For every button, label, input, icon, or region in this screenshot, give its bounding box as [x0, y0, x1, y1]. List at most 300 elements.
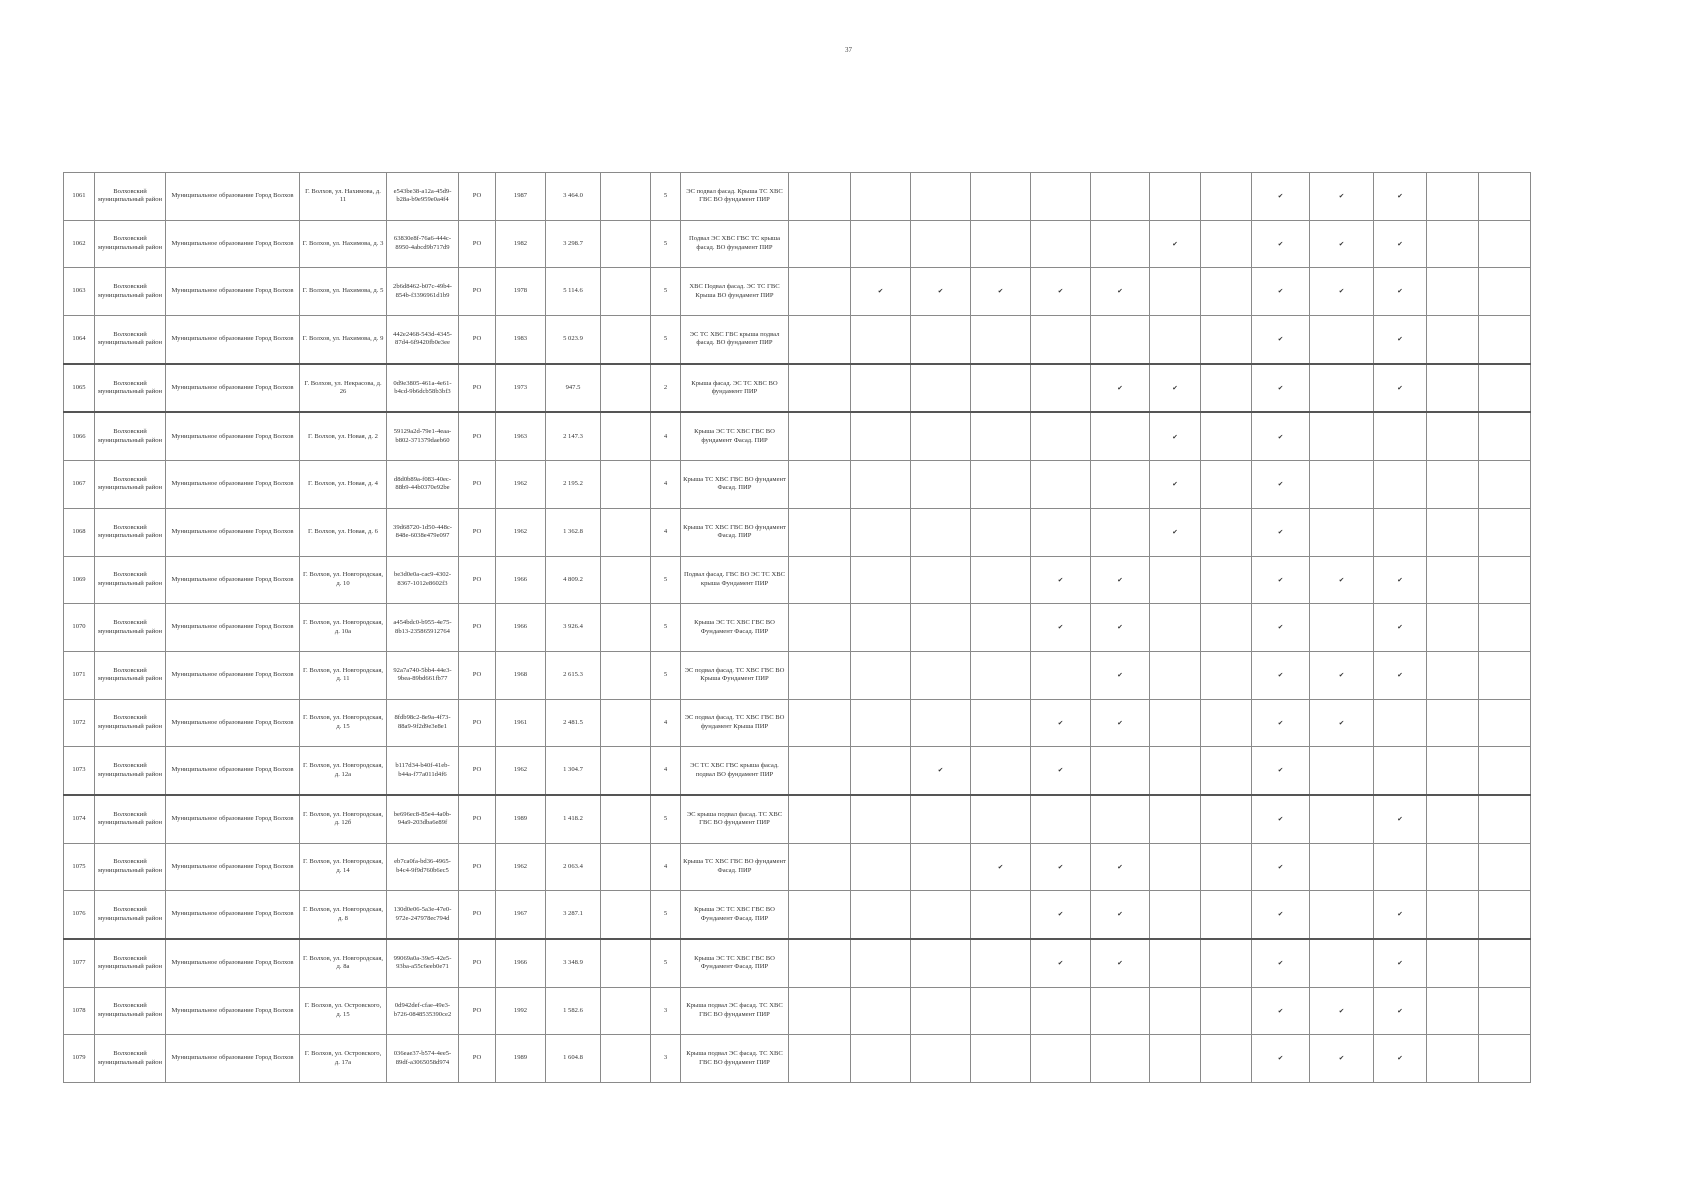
table-row: [64, 220, 1531, 268]
checkmark-icon: ✔: [1252, 747, 1310, 795]
empty-check-cell: [1310, 412, 1374, 460]
year-cell: 1973: [496, 364, 546, 413]
empty-check-cell: [1031, 508, 1091, 556]
municipality-cell: Муниципальное образование Город Волхов: [166, 939, 300, 987]
empty-check-cell: [1201, 508, 1252, 556]
district-cell: Волховский муниципальный район: [95, 1035, 166, 1083]
empty-check-cell: [911, 220, 971, 268]
table-row: [64, 173, 1531, 221]
empty-check-cell: [1479, 604, 1531, 652]
municipality-cell: Муниципальное образование Город Волхов: [166, 364, 300, 413]
empty-check-cell: [971, 699, 1031, 747]
year-cell: 1982: [496, 220, 546, 268]
empty-cell: [789, 1035, 851, 1083]
fund-type-cell: РО: [459, 173, 496, 221]
address-cell: Г. Волхов, ул. Островского, д. 15: [300, 987, 387, 1035]
empty-check-cell: [1150, 1035, 1201, 1083]
checkmark-icon: ✔: [1091, 651, 1150, 699]
empty-check-cell: [971, 795, 1031, 843]
year-cell: 1966: [496, 939, 546, 987]
district-cell: Волховский муниципальный район: [95, 939, 166, 987]
address-cell: Г. Волхов, ул. Нахимова, д. 3: [300, 220, 387, 268]
empty-cell: [789, 939, 851, 987]
empty-check-cell: [971, 651, 1031, 699]
empty-cell: [789, 651, 851, 699]
empty-cell: [789, 699, 851, 747]
checkmark-icon: ✔: [1091, 268, 1150, 316]
address-cell: Г. Волхов, ул. Новгородская, д. 12а: [300, 747, 387, 795]
empty-check-cell: [971, 1035, 1031, 1083]
address-cell: Г. Волхов, ул. Новгородская, д. 11: [300, 651, 387, 699]
empty-cell: [789, 220, 851, 268]
empty-check-cell: [1150, 939, 1201, 987]
checkmark-icon: ✔: [1091, 699, 1150, 747]
empty-check-cell: [1201, 891, 1252, 939]
empty-check-cell: [1479, 747, 1531, 795]
area-cell: 3 464.0: [546, 173, 601, 221]
empty-check-cell: [1031, 412, 1091, 460]
empty-cell: [601, 651, 651, 699]
empty-check-cell: [851, 173, 911, 221]
table-row: [64, 604, 1531, 652]
empty-check-cell: [1479, 556, 1531, 604]
empty-check-cell: [1310, 604, 1374, 652]
empty-check-cell: [971, 508, 1031, 556]
works-list-cell: ЭС ТС ХВС ГВС крыша подвал фасад. ВО фундамент ПИР: [681, 316, 789, 364]
table-row: [64, 412, 1531, 460]
address-cell: Г. Волхов, ул. Нахимова, д. 11: [300, 173, 387, 221]
floors-cell: 5: [651, 939, 681, 987]
empty-check-cell: [971, 220, 1031, 268]
empty-check-cell: [1427, 699, 1479, 747]
checkmark-icon: ✔: [1091, 843, 1150, 891]
municipality-cell: Муниципальное образование Город Волхов: [166, 173, 300, 221]
empty-check-cell: [851, 891, 911, 939]
fund-type-cell: РО: [459, 939, 496, 987]
row-number: 1064: [64, 316, 95, 364]
table-row: [64, 268, 1531, 316]
empty-check-cell: [1150, 987, 1201, 1035]
year-cell: 1992: [496, 987, 546, 1035]
empty-check-cell: [1479, 173, 1531, 221]
checkmark-icon: ✔: [1031, 268, 1091, 316]
address-cell: Г. Волхов, ул. Новгородская, д. 8а: [300, 939, 387, 987]
empty-check-cell: [851, 604, 911, 652]
house-code-cell: 63830e8f-76a6-444c-8950-4abcd9b717d9: [387, 220, 459, 268]
empty-check-cell: [971, 747, 1031, 795]
fund-type-cell: РО: [459, 987, 496, 1035]
works-list-cell: Крыша подвал ЭС фасад. ТС ХВС ГВС ВО фундамент ПИР: [681, 1035, 789, 1083]
empty-cell: [601, 699, 651, 747]
area-cell: 2 063.4: [546, 843, 601, 891]
empty-check-cell: [1150, 651, 1201, 699]
empty-check-cell: [1150, 316, 1201, 364]
municipality-cell: Муниципальное образование Город Волхов: [166, 699, 300, 747]
municipality-cell: Муниципальное образование Город Волхов: [166, 461, 300, 509]
fund-type-cell: РО: [459, 556, 496, 604]
fund-type-cell: РО: [459, 795, 496, 843]
year-cell: 1962: [496, 747, 546, 795]
fund-type-cell: РО: [459, 747, 496, 795]
empty-check-cell: [1201, 461, 1252, 509]
checkmark-icon: ✔: [1252, 173, 1310, 221]
checkmark-icon: ✔: [1252, 987, 1310, 1035]
municipality-cell: Муниципальное образование Город Волхов: [166, 268, 300, 316]
works-list-cell: Крыша ЭС ТС ХВС ГВС ВО фундамент Фасад. ПИР: [681, 412, 789, 460]
year-cell: 1966: [496, 556, 546, 604]
municipality-cell: Муниципальное образование Город Волхов: [166, 843, 300, 891]
house-code-cell: b117d34-b40f-41eb-b44a-f77a011d4f6: [387, 747, 459, 795]
empty-check-cell: [1310, 795, 1374, 843]
address-cell: Г. Волхов, ул. Новгородская, д. 10: [300, 556, 387, 604]
district-cell: Волховский муниципальный район: [95, 795, 166, 843]
empty-check-cell: [1310, 316, 1374, 364]
empty-cell: [601, 364, 651, 413]
row-number: 1062: [64, 220, 95, 268]
district-cell: Волховский муниципальный район: [95, 412, 166, 460]
fund-type-cell: РО: [459, 891, 496, 939]
row-number: 1075: [64, 843, 95, 891]
district-cell: Волховский муниципальный район: [95, 173, 166, 221]
works-list-cell: Крыша подвал ЭС фасад. ТС ХВС ГВС ВО фундамент ПИР: [681, 987, 789, 1035]
area-cell: 2 481.5: [546, 699, 601, 747]
municipality-cell: Муниципальное образование Город Волхов: [166, 795, 300, 843]
checkmark-icon: ✔: [1252, 508, 1310, 556]
empty-cell: [601, 220, 651, 268]
row-number: 1067: [64, 461, 95, 509]
empty-check-cell: [911, 556, 971, 604]
empty-cell: [601, 268, 651, 316]
row-number: 1065: [64, 364, 95, 413]
empty-check-cell: [851, 795, 911, 843]
checkmark-icon: ✔: [1252, 699, 1310, 747]
table-row: [64, 1035, 1531, 1083]
empty-check-cell: [1031, 795, 1091, 843]
empty-check-cell: [911, 1035, 971, 1083]
works-list-cell: Крыша ЭС ТС ХВС ГВС ВО Фундамент Фасад. ПИР: [681, 604, 789, 652]
municipality-cell: Муниципальное образование Город Волхов: [166, 987, 300, 1035]
address-cell: Г. Волхов, ул. Новая, д. 6: [300, 508, 387, 556]
table-row: [64, 651, 1531, 699]
empty-check-cell: [1031, 364, 1091, 413]
checkmark-icon: ✔: [1091, 891, 1150, 939]
empty-check-cell: [1031, 987, 1091, 1035]
checkmark-icon: ✔: [911, 747, 971, 795]
empty-check-cell: [1201, 604, 1252, 652]
house-code-cell: d8d0b89a-f083-40ec-88b9-44b0370e92be: [387, 461, 459, 509]
empty-check-cell: [1201, 556, 1252, 604]
empty-cell: [789, 556, 851, 604]
district-cell: Волховский муниципальный район: [95, 987, 166, 1035]
address-cell: Г. Волхов, ул. Островского, д. 17а: [300, 1035, 387, 1083]
empty-check-cell: [1427, 747, 1479, 795]
empty-cell: [601, 173, 651, 221]
empty-check-cell: [1201, 699, 1252, 747]
empty-check-cell: [1479, 987, 1531, 1035]
checkmark-icon: ✔: [1091, 604, 1150, 652]
empty-check-cell: [1427, 173, 1479, 221]
empty-check-cell: [1031, 461, 1091, 509]
row-number: 1079: [64, 1035, 95, 1083]
empty-cell: [789, 508, 851, 556]
empty-cell: [601, 1035, 651, 1083]
empty-cell: [789, 173, 851, 221]
municipality-cell: Муниципальное образование Город Волхов: [166, 651, 300, 699]
works-list-cell: ЭС подвал фасад. ТС ХВС ГВС ВО Крыша Фундамент ПИР: [681, 651, 789, 699]
floors-cell: 5: [651, 604, 681, 652]
empty-check-cell: [851, 364, 911, 413]
empty-cell: [789, 604, 851, 652]
fund-type-cell: РО: [459, 461, 496, 509]
checkmark-icon: ✔: [1374, 651, 1427, 699]
checkmark-icon: ✔: [1252, 220, 1310, 268]
empty-check-cell: [1479, 843, 1531, 891]
empty-cell: [789, 747, 851, 795]
empty-check-cell: [911, 316, 971, 364]
checkmark-icon: ✔: [1374, 220, 1427, 268]
checkmark-icon: ✔: [1374, 604, 1427, 652]
municipality-cell: Муниципальное образование Город Волхов: [166, 316, 300, 364]
empty-check-cell: [1479, 651, 1531, 699]
empty-check-cell: [1091, 747, 1150, 795]
year-cell: 1978: [496, 268, 546, 316]
municipality-cell: Муниципальное образование Город Волхов: [166, 508, 300, 556]
table-row: [64, 891, 1531, 939]
empty-check-cell: [1427, 220, 1479, 268]
checkmark-icon: ✔: [1252, 795, 1310, 843]
checkmark-icon: ✔: [1374, 1035, 1427, 1083]
area-cell: 3 926.4: [546, 604, 601, 652]
checkmark-icon: ✔: [1091, 364, 1150, 413]
house-code-cell: 036eae37-b574-4ee5-89df-a3065058d974: [387, 1035, 459, 1083]
checkmark-icon: ✔: [1031, 843, 1091, 891]
area-cell: 2 195.2: [546, 461, 601, 509]
empty-check-cell: [1479, 364, 1531, 413]
district-cell: Волховский муниципальный район: [95, 364, 166, 413]
checkmark-icon: ✔: [1374, 316, 1427, 364]
empty-check-cell: [1150, 795, 1201, 843]
checkmark-icon: ✔: [1374, 795, 1427, 843]
area-cell: 1 418.2: [546, 795, 601, 843]
area-cell: 1 362.8: [546, 508, 601, 556]
empty-check-cell: [851, 220, 911, 268]
empty-check-cell: [1201, 651, 1252, 699]
floors-cell: 5: [651, 556, 681, 604]
municipality-cell: Муниципальное образование Город Волхов: [166, 891, 300, 939]
area-cell: 5 114.6: [546, 268, 601, 316]
house-code-cell: 0d942def-cfae-49e3-b726-0848535390ce2: [387, 987, 459, 1035]
works-list-cell: Крыша ТС ХВС ГВС ВО фундамент Фасад. ПИР: [681, 508, 789, 556]
floors-cell: 5: [651, 891, 681, 939]
works-list-cell: ЭС подвал фасад. ТС ХВС ГВС ВО фундамент Крыша ПИР: [681, 699, 789, 747]
row-number: 1071: [64, 651, 95, 699]
empty-check-cell: [1427, 412, 1479, 460]
checkmark-icon: ✔: [1031, 604, 1091, 652]
empty-cell: [601, 939, 651, 987]
empty-check-cell: [911, 891, 971, 939]
year-cell: 1989: [496, 1035, 546, 1083]
empty-check-cell: [851, 987, 911, 1035]
house-code-cell: 39d68720-1d50-448c-848e-6038e479e097: [387, 508, 459, 556]
checkmark-icon: ✔: [1091, 939, 1150, 987]
empty-check-cell: [971, 556, 1031, 604]
fund-type-cell: РО: [459, 651, 496, 699]
empty-check-cell: [1427, 268, 1479, 316]
empty-check-cell: [1201, 939, 1252, 987]
address-cell: Г. Волхов, ул. Новгородская, д. 15: [300, 699, 387, 747]
empty-check-cell: [1427, 939, 1479, 987]
empty-check-cell: [911, 939, 971, 987]
year-cell: 1967: [496, 891, 546, 939]
house-code-cell: be3d0e0a-cac9-4302-8367-1012e8602f3: [387, 556, 459, 604]
checkmark-icon: ✔: [1252, 939, 1310, 987]
empty-check-cell: [911, 604, 971, 652]
empty-check-cell: [1479, 508, 1531, 556]
checkmark-icon: ✔: [1252, 461, 1310, 509]
row-number: 1073: [64, 747, 95, 795]
district-cell: Волховский муниципальный район: [95, 747, 166, 795]
area-cell: 1 304.7: [546, 747, 601, 795]
empty-check-cell: [911, 987, 971, 1035]
row-number: 1070: [64, 604, 95, 652]
empty-cell: [601, 316, 651, 364]
checkmark-icon: ✔: [1252, 843, 1310, 891]
empty-check-cell: [1031, 1035, 1091, 1083]
empty-check-cell: [1427, 556, 1479, 604]
empty-check-cell: [851, 651, 911, 699]
floors-cell: 2: [651, 364, 681, 413]
floors-cell: 5: [651, 316, 681, 364]
house-code-cell: 99069a0a-39e5-42e5-93ba-a55c6eeb0e71: [387, 939, 459, 987]
address-cell: Г. Волхов, ул. Нахимова, д. 9: [300, 316, 387, 364]
empty-cell: [601, 987, 651, 1035]
address-cell: Г. Волхов, ул. Нахимова, д. 5: [300, 268, 387, 316]
empty-check-cell: [1427, 461, 1479, 509]
table-row: [64, 747, 1531, 795]
address-cell: Г. Волхов, ул. Новгородская, д. 12б: [300, 795, 387, 843]
checkmark-icon: ✔: [911, 268, 971, 316]
checkmark-icon: ✔: [1031, 939, 1091, 987]
year-cell: 1983: [496, 316, 546, 364]
empty-check-cell: [1479, 220, 1531, 268]
checkmark-icon: ✔: [1150, 508, 1201, 556]
floors-cell: 5: [651, 795, 681, 843]
floors-cell: 4: [651, 843, 681, 891]
empty-check-cell: [911, 651, 971, 699]
empty-check-cell: [1310, 461, 1374, 509]
district-cell: Волховский муниципальный район: [95, 556, 166, 604]
empty-cell: [789, 364, 851, 413]
checkmark-icon: ✔: [1310, 651, 1374, 699]
empty-check-cell: [1201, 173, 1252, 221]
empty-check-cell: [1031, 173, 1091, 221]
house-code-cell: eb7ca0fa-bd36-4965-b4c4-9f9d760b6ec5: [387, 843, 459, 891]
register-table: [63, 172, 1531, 1083]
checkmark-icon: ✔: [1374, 268, 1427, 316]
municipality-cell: Муниципальное образование Город Волхов: [166, 604, 300, 652]
empty-check-cell: [1201, 843, 1252, 891]
empty-check-cell: [1374, 843, 1427, 891]
empty-cell: [601, 747, 651, 795]
table-row: [64, 987, 1531, 1035]
floors-cell: 5: [651, 651, 681, 699]
house-code-cell: 442e2468-543d-4345-87d4-6f9420fb0e3ee: [387, 316, 459, 364]
empty-check-cell: [1091, 412, 1150, 460]
municipality-cell: Муниципальное образование Город Волхов: [166, 556, 300, 604]
fund-type-cell: РО: [459, 220, 496, 268]
house-code-cell: 92a7a740-5bb4-44e3-9bea-89bd661fb77: [387, 651, 459, 699]
fund-type-cell: РО: [459, 1035, 496, 1083]
empty-check-cell: [971, 461, 1031, 509]
checkmark-icon: ✔: [1252, 1035, 1310, 1083]
empty-check-cell: [971, 987, 1031, 1035]
empty-check-cell: [1374, 508, 1427, 556]
district-cell: Волховский муниципальный район: [95, 316, 166, 364]
empty-cell: [601, 508, 651, 556]
table-row: [64, 795, 1531, 843]
empty-check-cell: [851, 461, 911, 509]
area-cell: 3 298.7: [546, 220, 601, 268]
fund-type-cell: РО: [459, 843, 496, 891]
floors-cell: 3: [651, 1035, 681, 1083]
empty-check-cell: [971, 939, 1031, 987]
empty-check-cell: [911, 795, 971, 843]
year-cell: 1961: [496, 699, 546, 747]
empty-cell: [601, 461, 651, 509]
empty-check-cell: [1201, 795, 1252, 843]
works-list-cell: Крыша ЭС ТС ХВС ГВС ВО Фундамент Фасад. ПИР: [681, 891, 789, 939]
table-row: [64, 508, 1531, 556]
house-code-cell: 59129a2d-79e1-4eaa-b802-371379daeb60: [387, 412, 459, 460]
empty-cell: [789, 268, 851, 316]
empty-check-cell: [1150, 556, 1201, 604]
empty-check-cell: [1479, 699, 1531, 747]
address-cell: Г. Волхов, ул. Новая, д. 2: [300, 412, 387, 460]
checkmark-icon: ✔: [1310, 220, 1374, 268]
row-number: 1061: [64, 173, 95, 221]
checkmark-icon: ✔: [1091, 556, 1150, 604]
year-cell: 1987: [496, 173, 546, 221]
checkmark-icon: ✔: [971, 843, 1031, 891]
fund-type-cell: РО: [459, 316, 496, 364]
empty-check-cell: [1201, 364, 1252, 413]
year-cell: 1962: [496, 461, 546, 509]
checkmark-icon: ✔: [1252, 412, 1310, 460]
empty-cell: [789, 987, 851, 1035]
address-cell: Г. Волхов, ул. Некрасова, д. 26: [300, 364, 387, 413]
empty-check-cell: [1150, 843, 1201, 891]
fund-type-cell: РО: [459, 412, 496, 460]
checkmark-icon: ✔: [1310, 173, 1374, 221]
empty-check-cell: [911, 461, 971, 509]
empty-check-cell: [851, 556, 911, 604]
area-cell: 3 287.1: [546, 891, 601, 939]
row-number: 1074: [64, 795, 95, 843]
checkmark-icon: ✔: [851, 268, 911, 316]
empty-check-cell: [1201, 987, 1252, 1035]
empty-check-cell: [1031, 651, 1091, 699]
empty-check-cell: [1479, 939, 1531, 987]
checkmark-icon: ✔: [1252, 364, 1310, 413]
checkmark-icon: ✔: [1252, 651, 1310, 699]
checkmark-icon: ✔: [1310, 268, 1374, 316]
empty-check-cell: [1427, 843, 1479, 891]
empty-check-cell: [851, 747, 911, 795]
empty-check-cell: [1201, 220, 1252, 268]
municipality-cell: Муниципальное образование Город Волхов: [166, 1035, 300, 1083]
page-number: 37: [845, 46, 852, 54]
empty-check-cell: [851, 412, 911, 460]
